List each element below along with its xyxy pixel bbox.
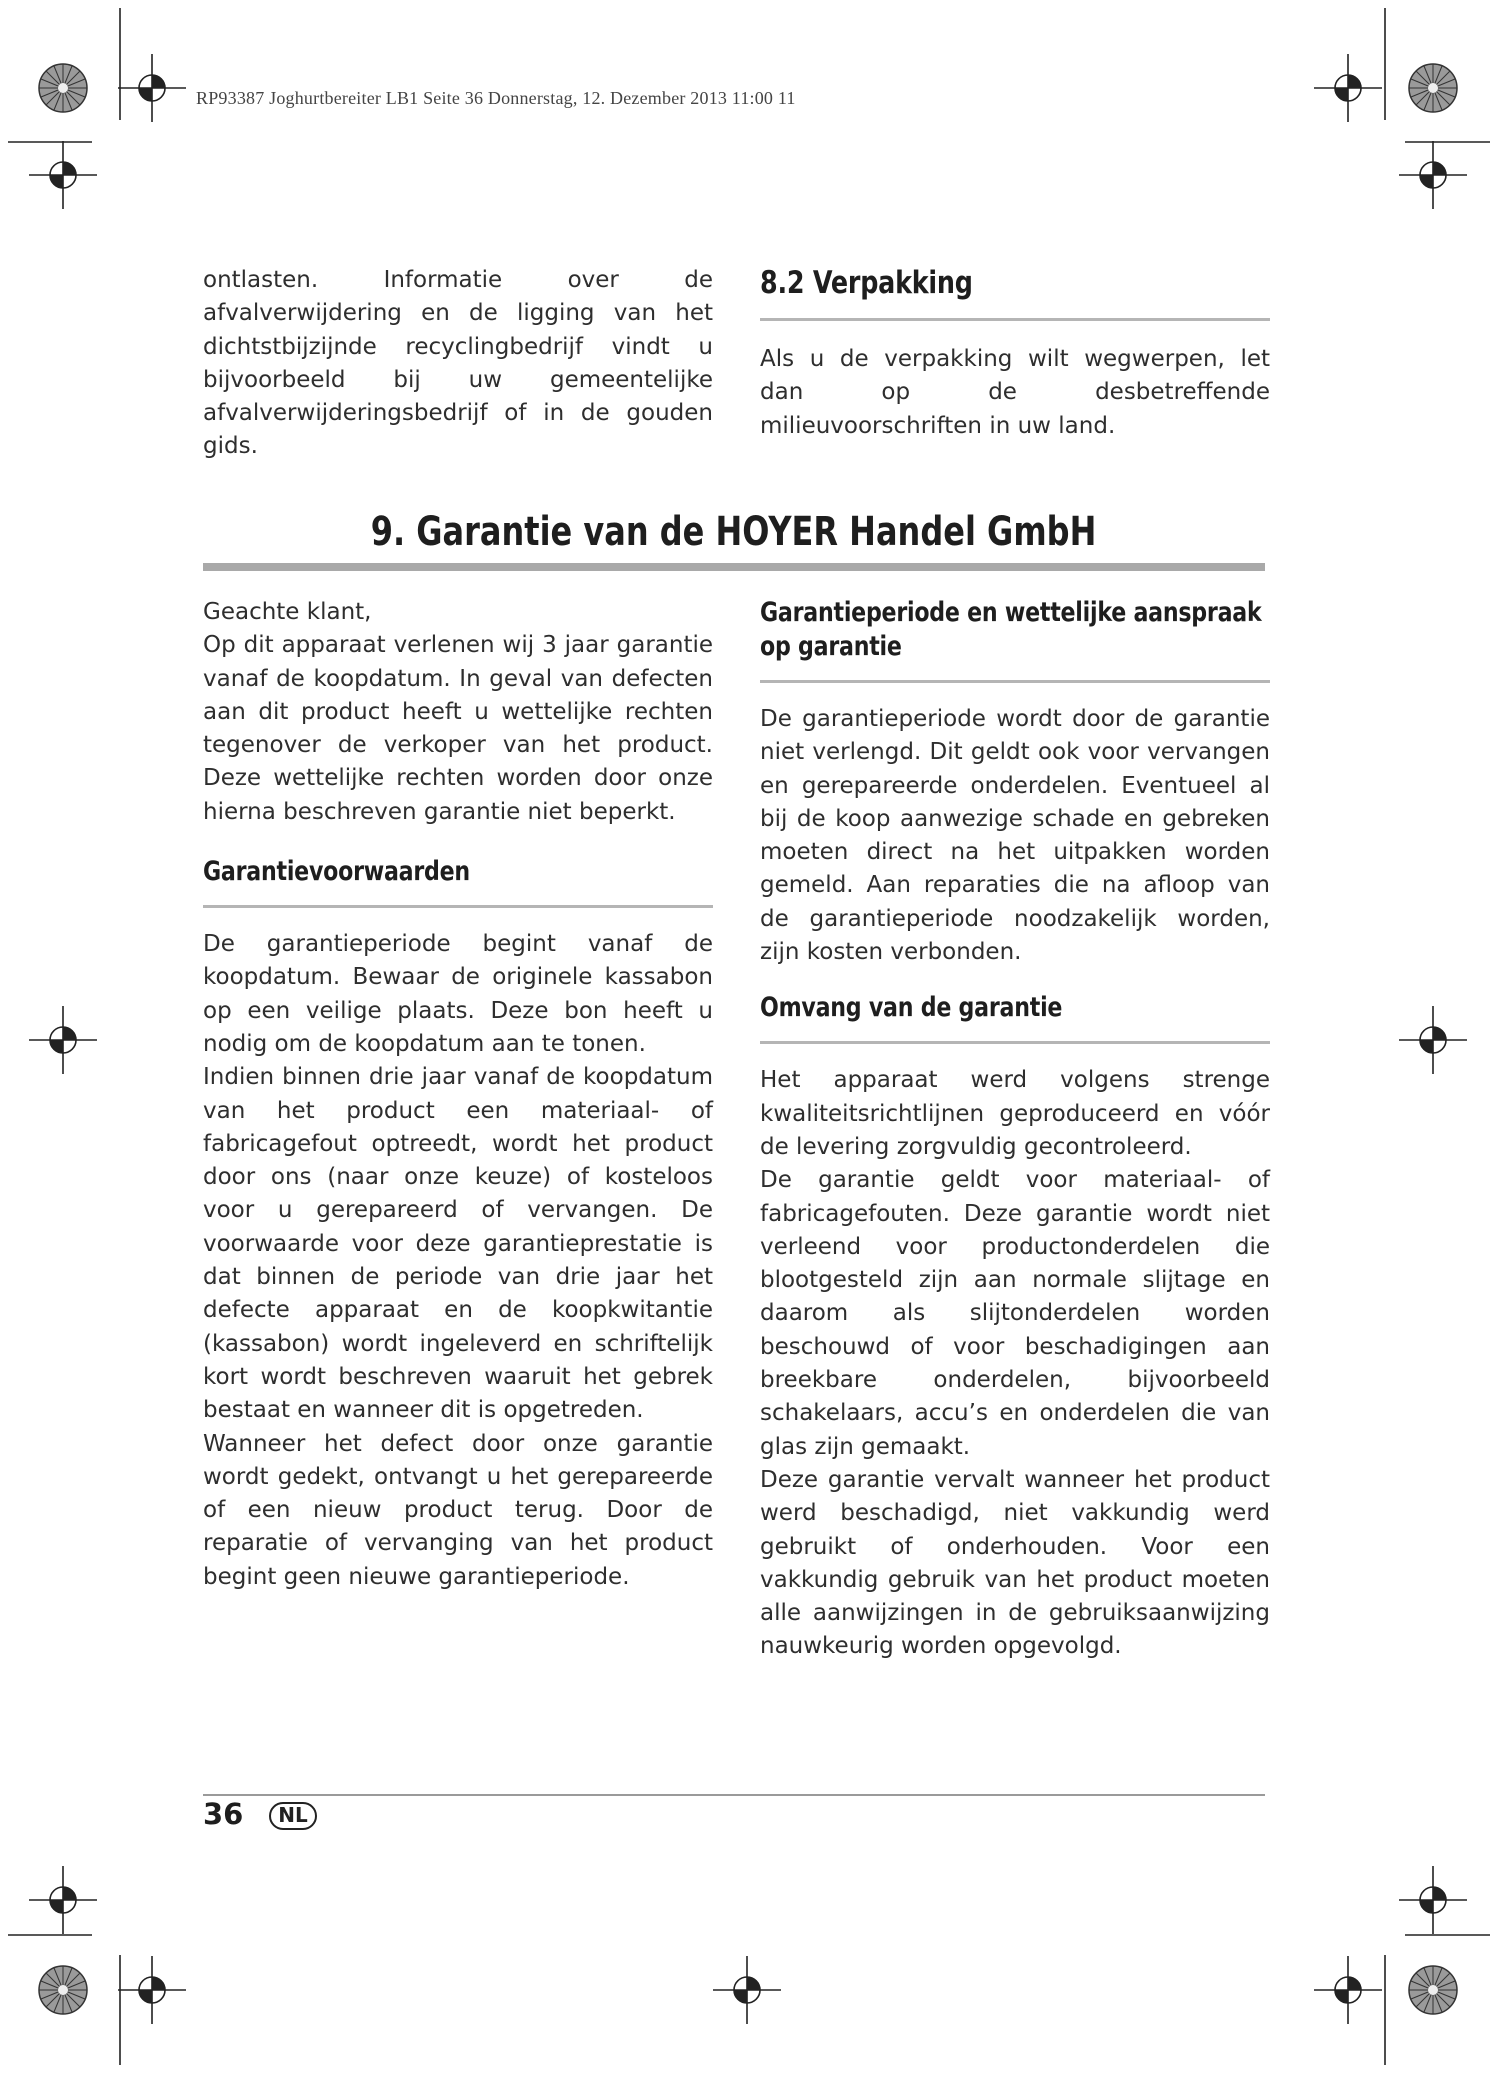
heading-garantievoorwaarden: Garantievoorwaarden (203, 856, 470, 888)
section-9-rule (203, 563, 1265, 571)
conditions-paragraph-3: Wanneer het defect door onze garantie wordt gedekt, ontvangt u het gerepareerde of een nieuw product terug. Door de reparatie of vervanging van het product begint geen nieuwe garantieperiode. (203, 1430, 713, 1590)
page-number: 36 (203, 1797, 244, 1831)
warranty-intro: Op dit apparaat verlenen wij 3 jaar garantie vanaf de koopdatum. In geval van defecten aan dit product heeft u wettelijke rechten tegenover de verkoper van het product. Deze wettelijke rechten worden door onze hierna beschreven garantie niet beperkt. (203, 632, 713, 825)
footer-rule (203, 1794, 1265, 1796)
section-8-2-title: 8.2 Verpakking (760, 265, 973, 301)
heading-rule (203, 905, 713, 908)
salutation: Geachte klant, (203, 599, 372, 625)
heading-garantieperiode: Garantieperiode en wettelijke aanspraak op garantie (760, 597, 1262, 662)
intro-disposal-text: ontlasten. Informatie over de afvalverwijdering en de ligging van het dichtstbijzijnde recyclingbedrijf vindt u bijvoorbeeld bij uw gemeentelijke afvalverwijderingsbedrijf of in de gouden gids. (203, 267, 713, 460)
scope-paragraph-2: De garantie geldt voor materiaal- of fabricagefouten. Deze garantie wordt niet verleend voor productonderdelen die blootgesteld zijn aan normale slijtage en daarom als slijtonderdelen worden beschouwd of voor beschadigingen aan breekbare onderdelen, bijvoorbeeld schakelaars, accu’s en onderdelen die van glas zijn gemaakt. (760, 1167, 1270, 1460)
intro-left-block (203, 264, 713, 464)
scope-paragraph-3: Deze garantie vervalt wanneer het product werd beschadigd, niet vakkundig werd gebruikt of onderhouden. Voor een vakkundig gebruik van het product moeten alle aanwijzingen in de gebruiksaanwijzing nauwkeurig worden opgevolgd. (760, 1466, 1270, 1660)
section-8-2-text: Als u de verpakking wilt wegwerpen, let dan op de desbetreffende milieuvoorschriften in uw land. (760, 346, 1270, 439)
print-slug-header: RP93387 Joghurtbereiter LB1 Seite 36 Donnerstag, 12. Dezember 2013 11:00 11 (196, 88, 796, 108)
left-column (203, 596, 713, 1594)
right-column (760, 596, 1270, 1664)
section-8-2-rule (760, 318, 1270, 321)
heading-rule (760, 680, 1270, 683)
conditions-paragraph-2: Indien binnen drie jaar vanaf de koopdatum van het product een materiaal- of fabricagefout optreedt, wordt het product door ons (naar onze keuze) of kosteloos voor u gerepareerd of vervangen. De voorwaarde voor deze garantieprestatie is dat binnen de periode van drie jaar het defecte apparaat en de koopkwitantie (kassabon) wordt ingeleverd en schriftelijk kort wordt beschreven waaruit het gebrek bestaat en wanneer dit is opgetreden. (203, 1064, 713, 1424)
heading-omvang: Omvang van de garantie (760, 992, 1063, 1024)
period-paragraph: De garantieperiode wordt door de garantie niet verlengd. Dit geldt ook voor vervangen en gerepareerde onderdelen. Eventueel al bij de koop aanwezige schade en gebreken moeten direct na het uitpakken worden gemeld. Aan reparaties die na afloop van de garantieperiode noodzakelijk worden, zijn kosten verbonden. (760, 706, 1270, 966)
conditions-paragraph-1: De garantieperiode begint vanaf de koopdatum. Bewaar de originele kassabon op een veilige plaats. Deze bon heeft u nodig om de koopdatum aan te tonen. (203, 931, 713, 1057)
heading-rule (760, 1041, 1270, 1044)
section-8-2 (760, 264, 1270, 443)
scope-paragraph-1: Het apparaat werd volgens strenge kwaliteitsrichtlijnen geproduceerd en vóór de levering zorgvuldig gecontroleerd. (760, 1067, 1270, 1160)
section-9-title-text: 9. Garantie van de HOYER Handel GmbH (371, 509, 1097, 555)
language-badge: NL (269, 1802, 317, 1830)
section-9-title (203, 509, 1265, 555)
